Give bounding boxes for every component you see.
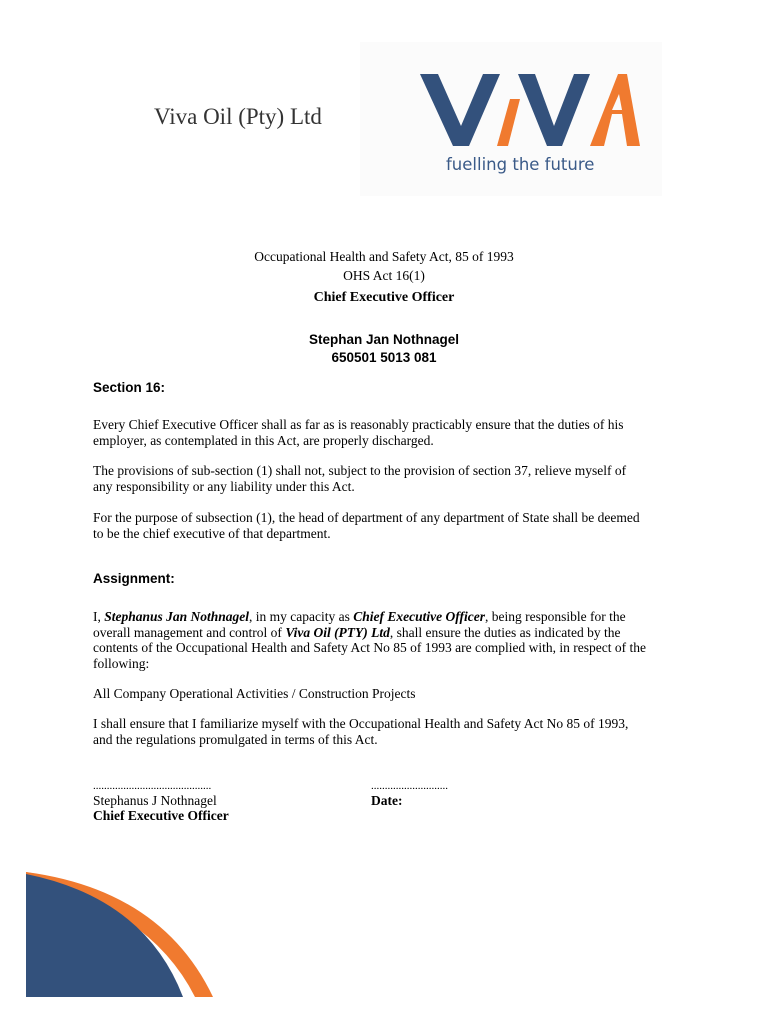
assignment-paragraph <box>93 609 693 671</box>
text-line: employer, as contemplated in this Act, are properly discharged. <box>93 432 434 448</box>
section16-paragraph-3 <box>93 510 693 541</box>
viva-logo <box>360 42 662 196</box>
text-line: following: <box>93 655 150 671</box>
section16-paragraph-2 <box>93 463 693 494</box>
assignment-heading: Assignment: <box>93 571 175 586</box>
assignee-name: Stephanus Jan Nothnagel <box>104 609 250 624</box>
role-title: Chief Executive Officer <box>313 290 455 305</box>
company-name: Viva Oil (Pty) Ltd <box>154 104 322 129</box>
signature-line: ........................................... <box>93 780 212 792</box>
svg-text:fuelling the future: fuelling the future <box>446 155 595 174</box>
activities-line: All Company Operational Activities / Construction Projects <box>93 686 416 701</box>
date-line: ............................ <box>371 780 448 792</box>
signer-name: Stephanus J Nothnagel <box>93 793 217 808</box>
text-line: and the regulations promulgated in terms of this Act. <box>93 731 378 747</box>
text-line: overall management and control of Viva Oil (PTY) Ltd, shall ensure the duties as indicated by the <box>93 624 621 640</box>
brand-swoosh-graphic <box>0 860 240 1024</box>
text-line: to be the chief executive of that department. <box>93 525 331 541</box>
date-label: Date: <box>371 793 403 808</box>
text-line: The provisions of sub-section (1) shall not, subject to the provision of section 37, relieve myself of <box>93 463 627 478</box>
section16-heading: Section 16: <box>93 380 166 395</box>
id-number: 650501 5013 081 <box>331 350 437 365</box>
assignee-role: Chief Executive Officer <box>353 609 485 624</box>
text-line: any responsibility or any liability under this Act. <box>93 478 355 494</box>
text-line: I shall ensure that I familiarize myself with the Occupational Health and Safety Act No 85 of 1993, <box>93 716 629 731</box>
ohs-reference: OHS Act 16(1) <box>343 268 425 283</box>
text-line: I, Stephanus Jan Nothnagel, in my capacity as Chief Executive Officer, being responsible for the <box>93 609 626 624</box>
company-reference: Viva Oil (PTY) Ltd <box>285 624 390 640</box>
section16-paragraph-1 <box>93 417 693 448</box>
text-line: For the purpose of subsection (1), the head of department of any department of State shall be deemed <box>93 510 640 525</box>
person-name: Stephan Jan Nothnagel <box>308 332 460 347</box>
act-title: Occupational Health and Safety Act, 85 of 1993 <box>254 249 514 264</box>
closing-paragraph <box>93 716 693 747</box>
text-line: Every Chief Executive Officer shall as far as is reasonably practicably ensure that the duties of his <box>93 417 624 432</box>
signer-title: Chief Executive Officer <box>93 808 229 823</box>
text-line: contents of the Occupational Health and Safety Act No 85 of 1993 are complied with, in respect of the <box>93 640 646 655</box>
viva-logo-graphic <box>360 42 662 196</box>
